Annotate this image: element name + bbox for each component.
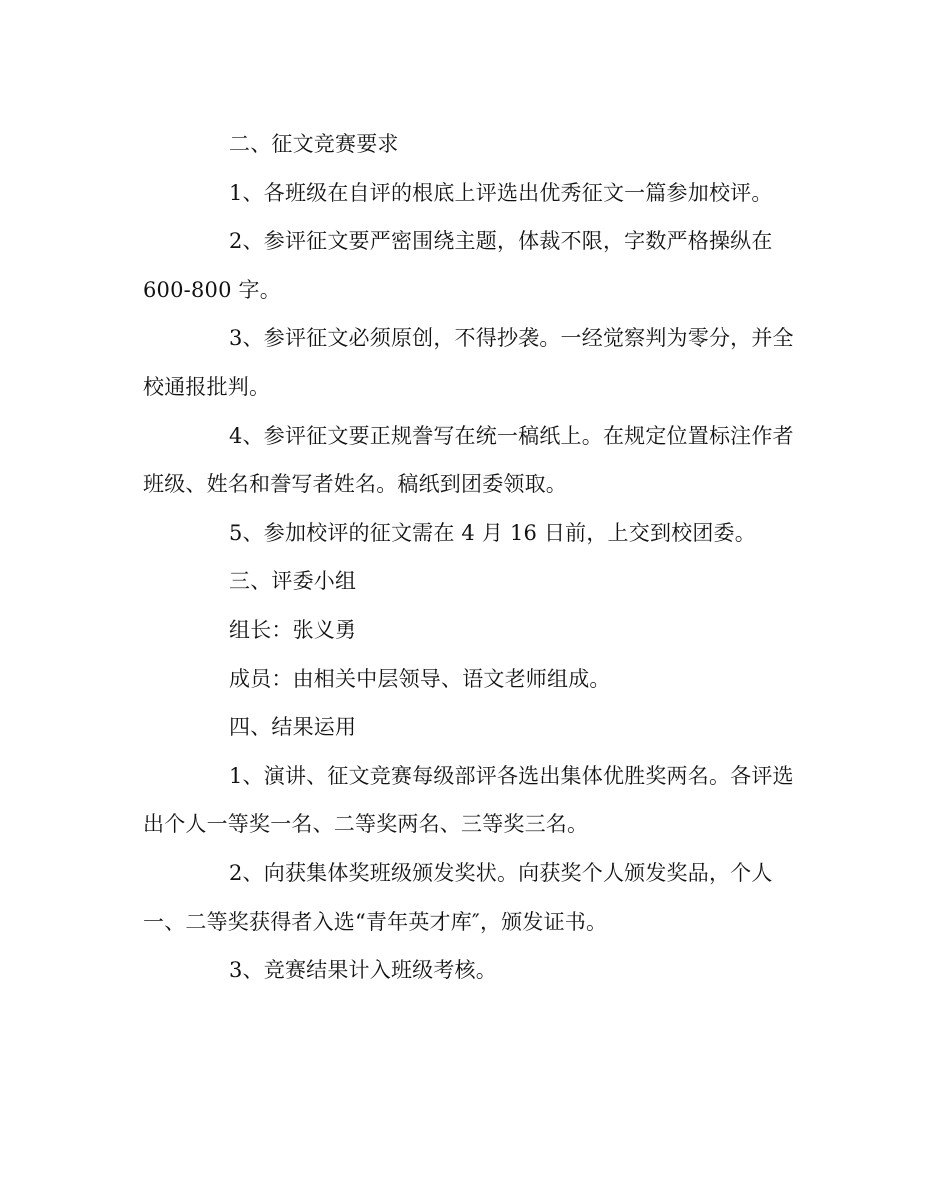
paragraph-line: 成员：由相关中层领导、语文老师组成。 [229,666,611,691]
paragraph-line: 4、参评征文要正规誊写在统一稿纸上。在规定位置标注作者 [229,423,794,448]
section-heading: 三、评委小组 [229,569,357,594]
paragraph-line: 一、二等奖获得者入选“青年英才库″，颁发证书。 [143,909,608,934]
section-heading: 二、征文竞赛要求 [229,132,399,156]
document-body [143,128,807,1003]
paragraph-line: 2、向获集体奖班级颁发奖状。向获奖个人颁发奖品，个人 [229,860,773,885]
paragraph-line: 1、各班级在自评的根底上评选出优秀征文一篇参加校评。 [229,180,773,205]
paragraph-line: 校通报批判。 [143,374,271,399]
paragraph-line: 班级、姓名和誊写者姓名。稿纸到团委领取。 [143,472,567,497]
section-heading: 四、结果运用 [229,715,357,740]
paragraph-line: 3、参评征文必须原创，不得抄袭。一经觉察判为零分，并全 [229,326,794,351]
paragraph-line: 出个人一等奖一名、二等奖两名、三等奖三名。 [143,812,589,837]
paragraph-line: 2、参评征文要严密围绕主题，体裁不限，字数严格操纵在 [229,229,773,254]
paragraph-line: 600-800 字。 [143,277,281,302]
paragraph-line: 3、竞赛结果计入班级考核。 [229,958,497,983]
paragraph-line: 5、参加校评的征文需在 4 月 16 日前，上交到校团委。 [229,520,756,545]
paragraph-line: 组长：张义勇 [229,617,357,642]
paragraph-line: 1、演讲、征文竞赛每级部评各选出集体优胜奖两名。各评选 [229,763,794,788]
